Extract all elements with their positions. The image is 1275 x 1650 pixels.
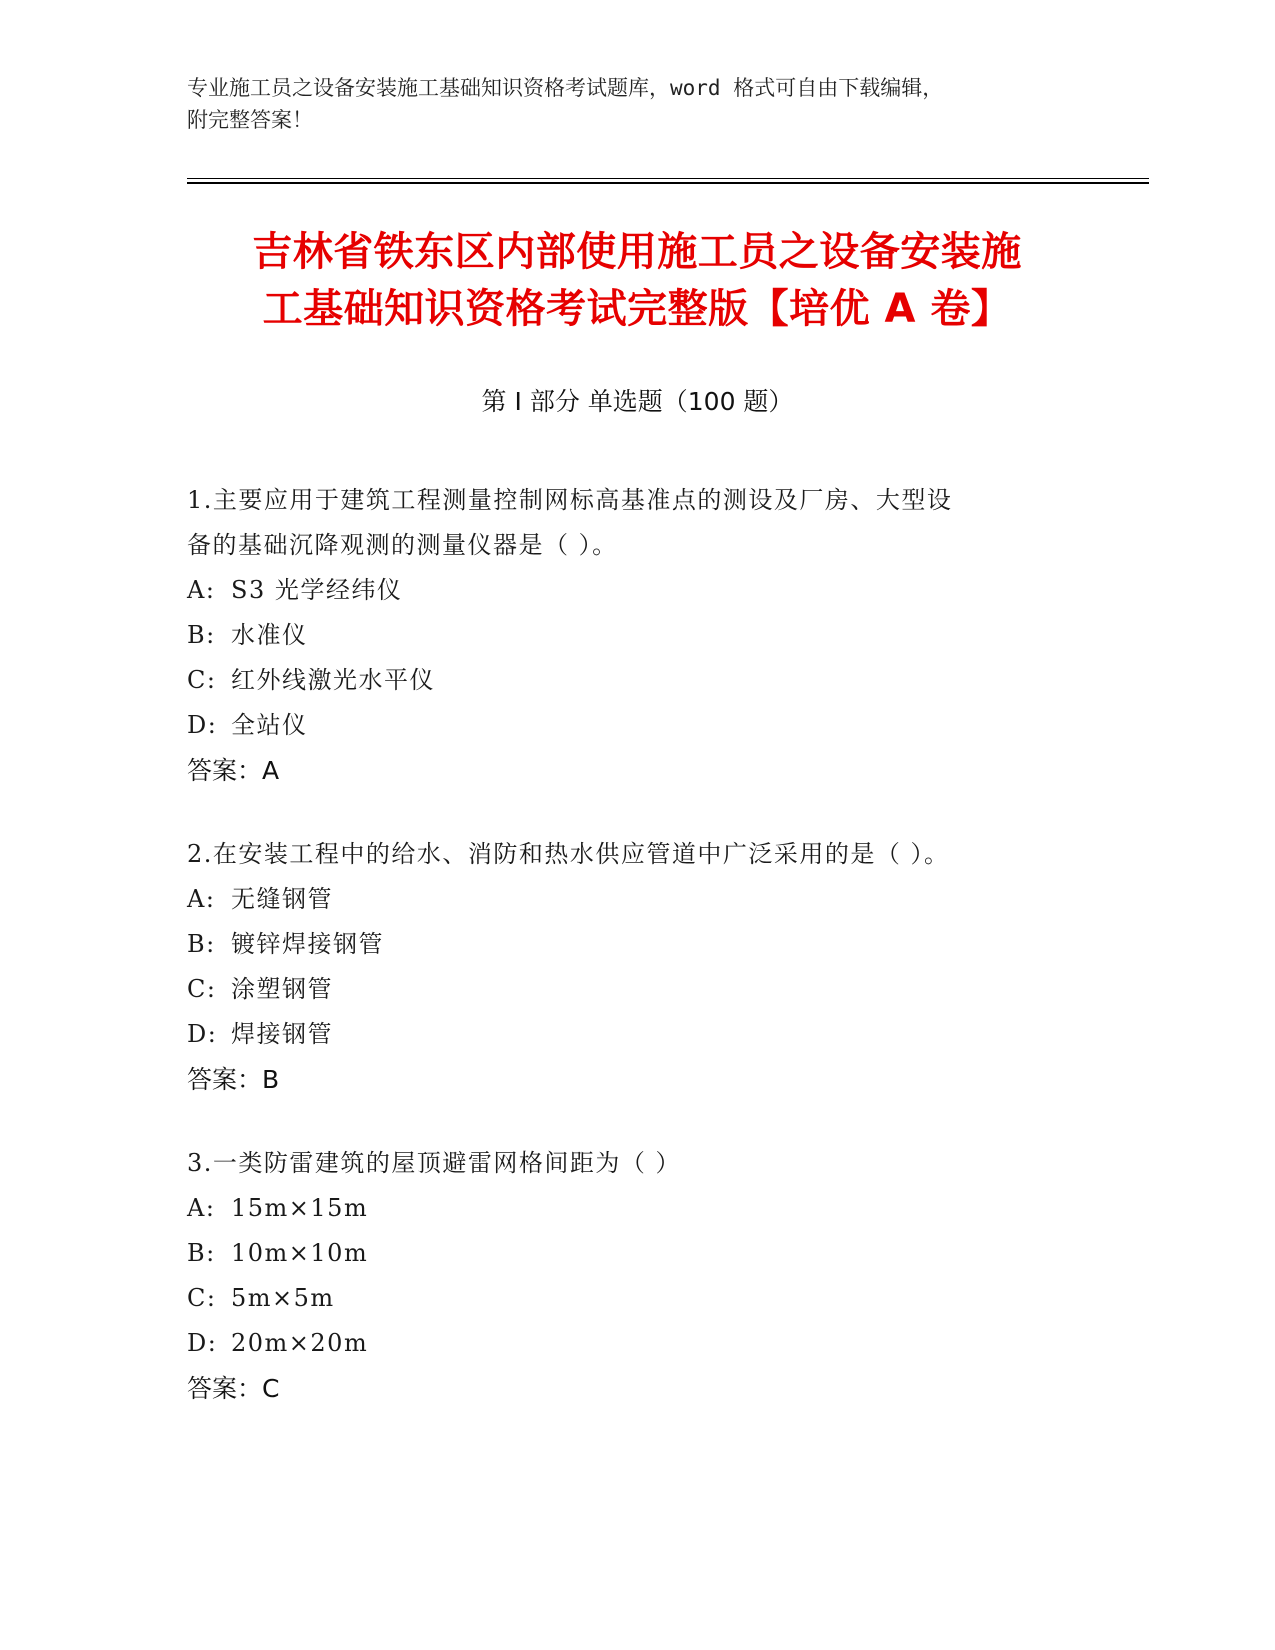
option-text: 水准仪 <box>231 621 308 649</box>
option-c <box>187 967 1067 1012</box>
question-3 <box>187 1141 1067 1411</box>
option-letter: C: <box>187 1284 217 1312</box>
question-1 <box>187 478 1067 793</box>
option-c <box>187 1276 1067 1321</box>
option-text: 20m×20m <box>231 1329 369 1357</box>
option-b <box>187 613 1067 658</box>
option-c <box>187 658 1067 703</box>
question-stem-line-1: 3.一类防雷建筑的屋顶避雷网格间距为（ ） <box>187 1149 682 1177</box>
option-a <box>187 1186 1067 1231</box>
header-note-line-1: 专业施工员之设备安装施工基础知识资格考试题库，word 格式可自由下载编辑， <box>187 76 944 100</box>
option-letter: B: <box>187 1239 216 1267</box>
option-text: 无缝钢管 <box>231 885 333 913</box>
section-heading: 第 I 部分 单选题（100 题） <box>481 387 794 416</box>
answer-line: 答案：B <box>187 1065 280 1094</box>
option-text: 焊接钢管 <box>231 1020 333 1048</box>
question-stem <box>187 1141 1067 1186</box>
option-letter: B: <box>187 621 216 649</box>
option-text: 涂塑钢管 <box>231 975 333 1003</box>
option-b <box>187 922 1067 967</box>
option-d <box>187 1012 1067 1057</box>
option-letter: A: <box>187 885 216 913</box>
option-a <box>187 877 1067 922</box>
question-list <box>187 478 1067 1450</box>
header-divider-thick <box>187 182 1149 184</box>
header-note-line-2: 附完整答案！ <box>187 108 313 132</box>
option-b <box>187 1231 1067 1276</box>
question-stem-line-1: 2.在安装工程中的给水、消防和热水供应管道中广泛采用的是（ ）。 <box>187 840 950 868</box>
option-d <box>187 1321 1067 1366</box>
option-letter: B: <box>187 930 216 958</box>
option-letter: D: <box>187 1329 218 1357</box>
question-stem-line-1: 1.主要应用于建筑工程测量控制网标高基准点的测设及厂房、大型设 <box>187 486 953 514</box>
header-divider-thin <box>187 178 1149 179</box>
document-header-note <box>187 72 1087 136</box>
document-title <box>187 224 1087 338</box>
option-letter: D: <box>187 1020 218 1048</box>
option-a <box>187 568 1067 613</box>
option-text: 5m×5m <box>231 1284 335 1312</box>
option-text: 全站仪 <box>231 711 308 739</box>
answer-line: 答案：C <box>187 1374 280 1403</box>
option-letter: D: <box>187 711 218 739</box>
option-text: 10m×10m <box>231 1239 369 1267</box>
document-title-line-1: 吉林省铁东区内部使用施工员之设备安装施 <box>252 229 1022 275</box>
option-letter: C: <box>187 975 217 1003</box>
question-stem <box>187 478 1067 568</box>
option-text: 15m×15m <box>231 1194 369 1222</box>
question-stem <box>187 832 1067 877</box>
option-text: 红外线激光水平仪 <box>231 666 435 694</box>
option-letter: A: <box>187 1194 216 1222</box>
document-title-line-2: 工基础知识资格考试完整版【培优 A 卷】 <box>262 286 1012 332</box>
answer-line: 答案：A <box>187 756 280 785</box>
option-letter: C: <box>187 666 217 694</box>
option-text: 镀锌焊接钢管 <box>231 930 384 958</box>
question-2 <box>187 832 1067 1102</box>
question-stem-line-2: 备的基础沉降观测的测量仪器是（ ）。 <box>187 531 618 559</box>
option-letter: A: <box>187 576 216 604</box>
option-text: S3 光学经纬仪 <box>231 576 403 604</box>
option-d <box>187 703 1067 748</box>
